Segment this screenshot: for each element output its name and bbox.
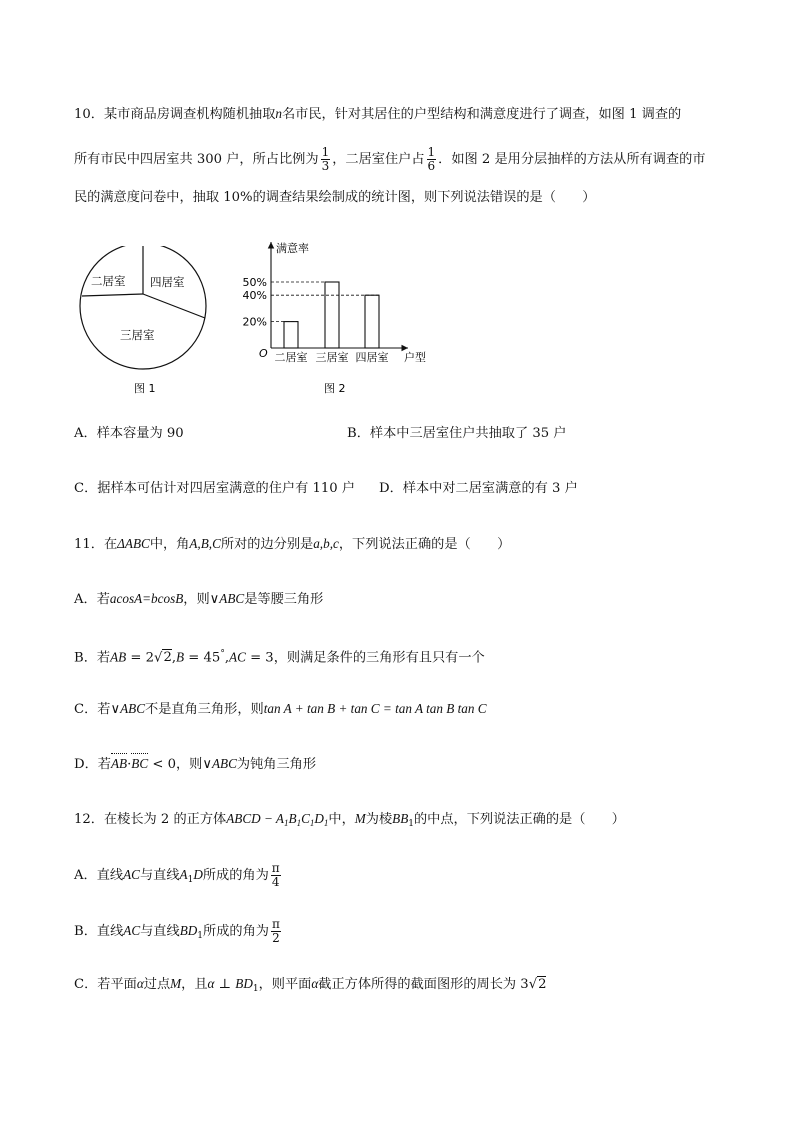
- tan-identity: tan A + tan B + tan C = tan A tan B tan C: [263, 701, 487, 716]
- q11-text: ，下列说法正确的是（ ）: [338, 537, 511, 552]
- q12-stem: [74, 809, 625, 834]
- subscript: 1: [197, 931, 204, 941]
- subscript: 1: [187, 875, 194, 885]
- pie-label-2room: 二居室: [91, 274, 126, 288]
- origin-label: O: [259, 347, 268, 360]
- figure1-caption: 图 1: [134, 382, 156, 395]
- q11-option-d: [74, 754, 316, 775]
- q11-a-text: 是等腰三角形: [244, 592, 324, 607]
- q10-text: ．如图 2 是用分层抽样的方法从所有调查的市: [438, 152, 706, 167]
- figure1-pie: [74, 246, 214, 406]
- sqrt-symbol: √: [154, 650, 163, 666]
- fraction-one-third: [321, 146, 331, 173]
- line-ac: AC: [123, 867, 140, 882]
- cube-part: ABCD − A: [226, 811, 284, 826]
- q11-option-a: [74, 589, 323, 610]
- point-m: M: [170, 976, 182, 991]
- q12-text: 中，: [328, 812, 355, 827]
- q10-text: 10．某市商品房调查机构随机抽取: [74, 107, 276, 122]
- perpendicular-symbol: ⊥: [214, 977, 236, 992]
- fraction-one-sixth: [427, 146, 437, 173]
- q11-option-b: [74, 644, 485, 668]
- var-n: n: [275, 106, 282, 121]
- triangle-abc: ΔABC: [117, 536, 150, 551]
- q12-a-text: 与直线: [139, 868, 180, 883]
- dot-product: ·: [127, 757, 132, 772]
- q11-b-text: B．若: [74, 650, 111, 666]
- q10-text: ，二居室住户占: [332, 152, 425, 167]
- q10-text: 所有市民中四居室共 300 户，所占比例为: [74, 152, 319, 167]
- radicand: 2: [163, 650, 172, 666]
- triangle-abc: ABC: [212, 756, 237, 771]
- numerator: 1: [427, 145, 436, 159]
- y-tick-label: 20%: [242, 315, 267, 329]
- q11-a-text: ，则∨: [183, 592, 220, 607]
- pie-divider: [82, 294, 143, 296]
- q12-c-text: ，且: [181, 977, 208, 992]
- subscript: 1: [284, 818, 289, 828]
- q11-b-math: ,: [224, 650, 230, 666]
- segment-ac: AC: [229, 649, 246, 665]
- q11-b-math: ,: [171, 650, 177, 666]
- q12-option-c: [74, 974, 546, 999]
- q12-text: 12．在棱长为 2 的正方体: [74, 812, 227, 827]
- q11-b-text: ，则满足条件的三角形有且只有一个: [273, 650, 485, 666]
- numerator: 1: [321, 145, 330, 159]
- q11-d-text: D．若: [74, 757, 111, 772]
- sqrt-symbol: √: [528, 977, 538, 992]
- denominator: 6: [427, 159, 436, 173]
- triangle-abc: ABC: [219, 591, 245, 606]
- q10-line2: [74, 146, 706, 173]
- q12-option-b: [74, 918, 283, 946]
- subscript: 1: [309, 818, 315, 828]
- numerator: π: [271, 917, 280, 931]
- numerator: π: [271, 861, 280, 875]
- sides: a,b,c: [313, 536, 339, 551]
- angles: A,B,C: [189, 536, 221, 551]
- plane-alpha: α: [136, 976, 144, 991]
- cube-part: D: [314, 811, 324, 826]
- q12-c-text: 截正方体所得的截面图形的周长为 3: [318, 977, 529, 992]
- q11-c-text: 不是直角三角形，则: [145, 702, 264, 717]
- radicand: 2: [538, 977, 547, 992]
- point-m: M: [354, 811, 366, 826]
- q11-d-text: ，则∨: [175, 757, 212, 772]
- subscript: 1: [252, 984, 259, 994]
- cube-name: [226, 811, 328, 826]
- plane-alpha: α: [311, 976, 319, 991]
- plane-alpha: α: [207, 976, 215, 991]
- q11-c-text: C．若∨: [74, 702, 121, 717]
- q11-d-math: < 0: [148, 757, 176, 772]
- denominator: 2: [272, 931, 280, 945]
- point-a1: A: [179, 867, 188, 882]
- q12-c-text: 过点: [143, 977, 171, 992]
- figure2-caption: 图 2: [324, 382, 346, 395]
- triangle-abc: ABC: [120, 701, 146, 716]
- segment-ab: AB: [110, 649, 127, 665]
- category-label: 四居室: [355, 351, 389, 364]
- subscript: 1: [296, 818, 302, 828]
- q11-option-c: [74, 699, 487, 720]
- q11-b-math: = 3: [245, 650, 274, 666]
- subscript: 1: [323, 818, 329, 828]
- q10-option-d: D．样本中对二居室满意的有 3 户: [379, 481, 578, 496]
- q11-a-equation: acosA=bcosB: [109, 591, 184, 606]
- ticks-group: [243, 276, 379, 329]
- q11-text: 所对的边分别是: [220, 537, 314, 552]
- angle-b: B: [176, 649, 185, 665]
- bars-group: [284, 282, 379, 348]
- cube-part: C: [301, 811, 310, 826]
- figure2-bar-chart: [238, 236, 438, 400]
- q10-option-c: C．据样本可估计对四居室满意的住户有 110 户: [74, 481, 356, 496]
- q12-c-text: ，则平面: [258, 977, 312, 992]
- denominator: 4: [271, 875, 280, 889]
- q10-line3: 民的满意度问卷中，抽取 10%的调查结果绘制成的统计图，则下列说法错误的是（ ）: [74, 190, 596, 205]
- bar-3: [365, 295, 379, 348]
- q12-b-text: B．直线: [74, 924, 124, 939]
- q10-option-b: B．样本中三居室住户共抽取了 35 户: [347, 426, 567, 441]
- vector-ab: AB: [111, 754, 127, 774]
- categories-group: [275, 350, 389, 364]
- line-bd1: BD: [235, 976, 253, 991]
- q11-text: 11．在: [74, 537, 118, 552]
- denominator: 3: [321, 159, 330, 173]
- q11-d-text: 为钝角三角形: [236, 757, 317, 772]
- q11-b-math: = 45: [184, 650, 221, 666]
- point-d: D: [193, 867, 203, 882]
- edge-bb1: BB: [392, 811, 409, 826]
- q12-a-text: 所成的角为: [202, 868, 269, 883]
- y-tick-label: 40%: [242, 289, 267, 303]
- q12-text: 为棱: [365, 812, 393, 827]
- fraction-pi-over-2: [271, 918, 281, 945]
- pie-label-4room: 四居室: [150, 275, 185, 289]
- cube-part: B: [288, 811, 297, 826]
- degree-symbol: °: [220, 649, 225, 659]
- x-axis-label: 户型: [404, 351, 426, 364]
- q12-option-a: [74, 862, 283, 890]
- q11-a-text: A．若: [74, 592, 110, 607]
- line-ac: AC: [123, 923, 141, 938]
- q12-a-text: A．直线: [74, 868, 124, 883]
- pie-divider: [143, 294, 205, 318]
- q12-b-text: 与直线: [140, 924, 180, 939]
- bar-1: [284, 322, 298, 348]
- q10-text: 名市民，针对其居住的户型结构和满意度进行了调查，如图 1 调查的: [282, 107, 682, 122]
- q10-option-a: A．样本容量为 90: [74, 426, 184, 441]
- q12-b-text: 所成的角为: [203, 924, 269, 939]
- y-axis-label: 满意率: [276, 242, 309, 255]
- category-label: 二居室: [274, 351, 308, 364]
- q12-text: 的中点，下列说法正确的是（ ）: [414, 812, 625, 827]
- q11-b-math: = 2: [126, 650, 155, 666]
- y-tick-label: 50%: [242, 276, 267, 289]
- q11-stem: [74, 534, 510, 555]
- category-label: 三居室: [315, 351, 349, 364]
- subscript: 1: [408, 819, 414, 829]
- q11-text: 中，角: [149, 537, 190, 552]
- q12-c-text: C．若平面: [74, 977, 137, 992]
- vector-bc: BC: [131, 754, 148, 774]
- line-bd1: BD: [179, 923, 198, 938]
- fraction-pi-over-4: [271, 862, 281, 889]
- q10-line1: [74, 104, 681, 125]
- bar-2: [325, 282, 339, 348]
- pie-label-3room: 三居室: [120, 328, 155, 342]
